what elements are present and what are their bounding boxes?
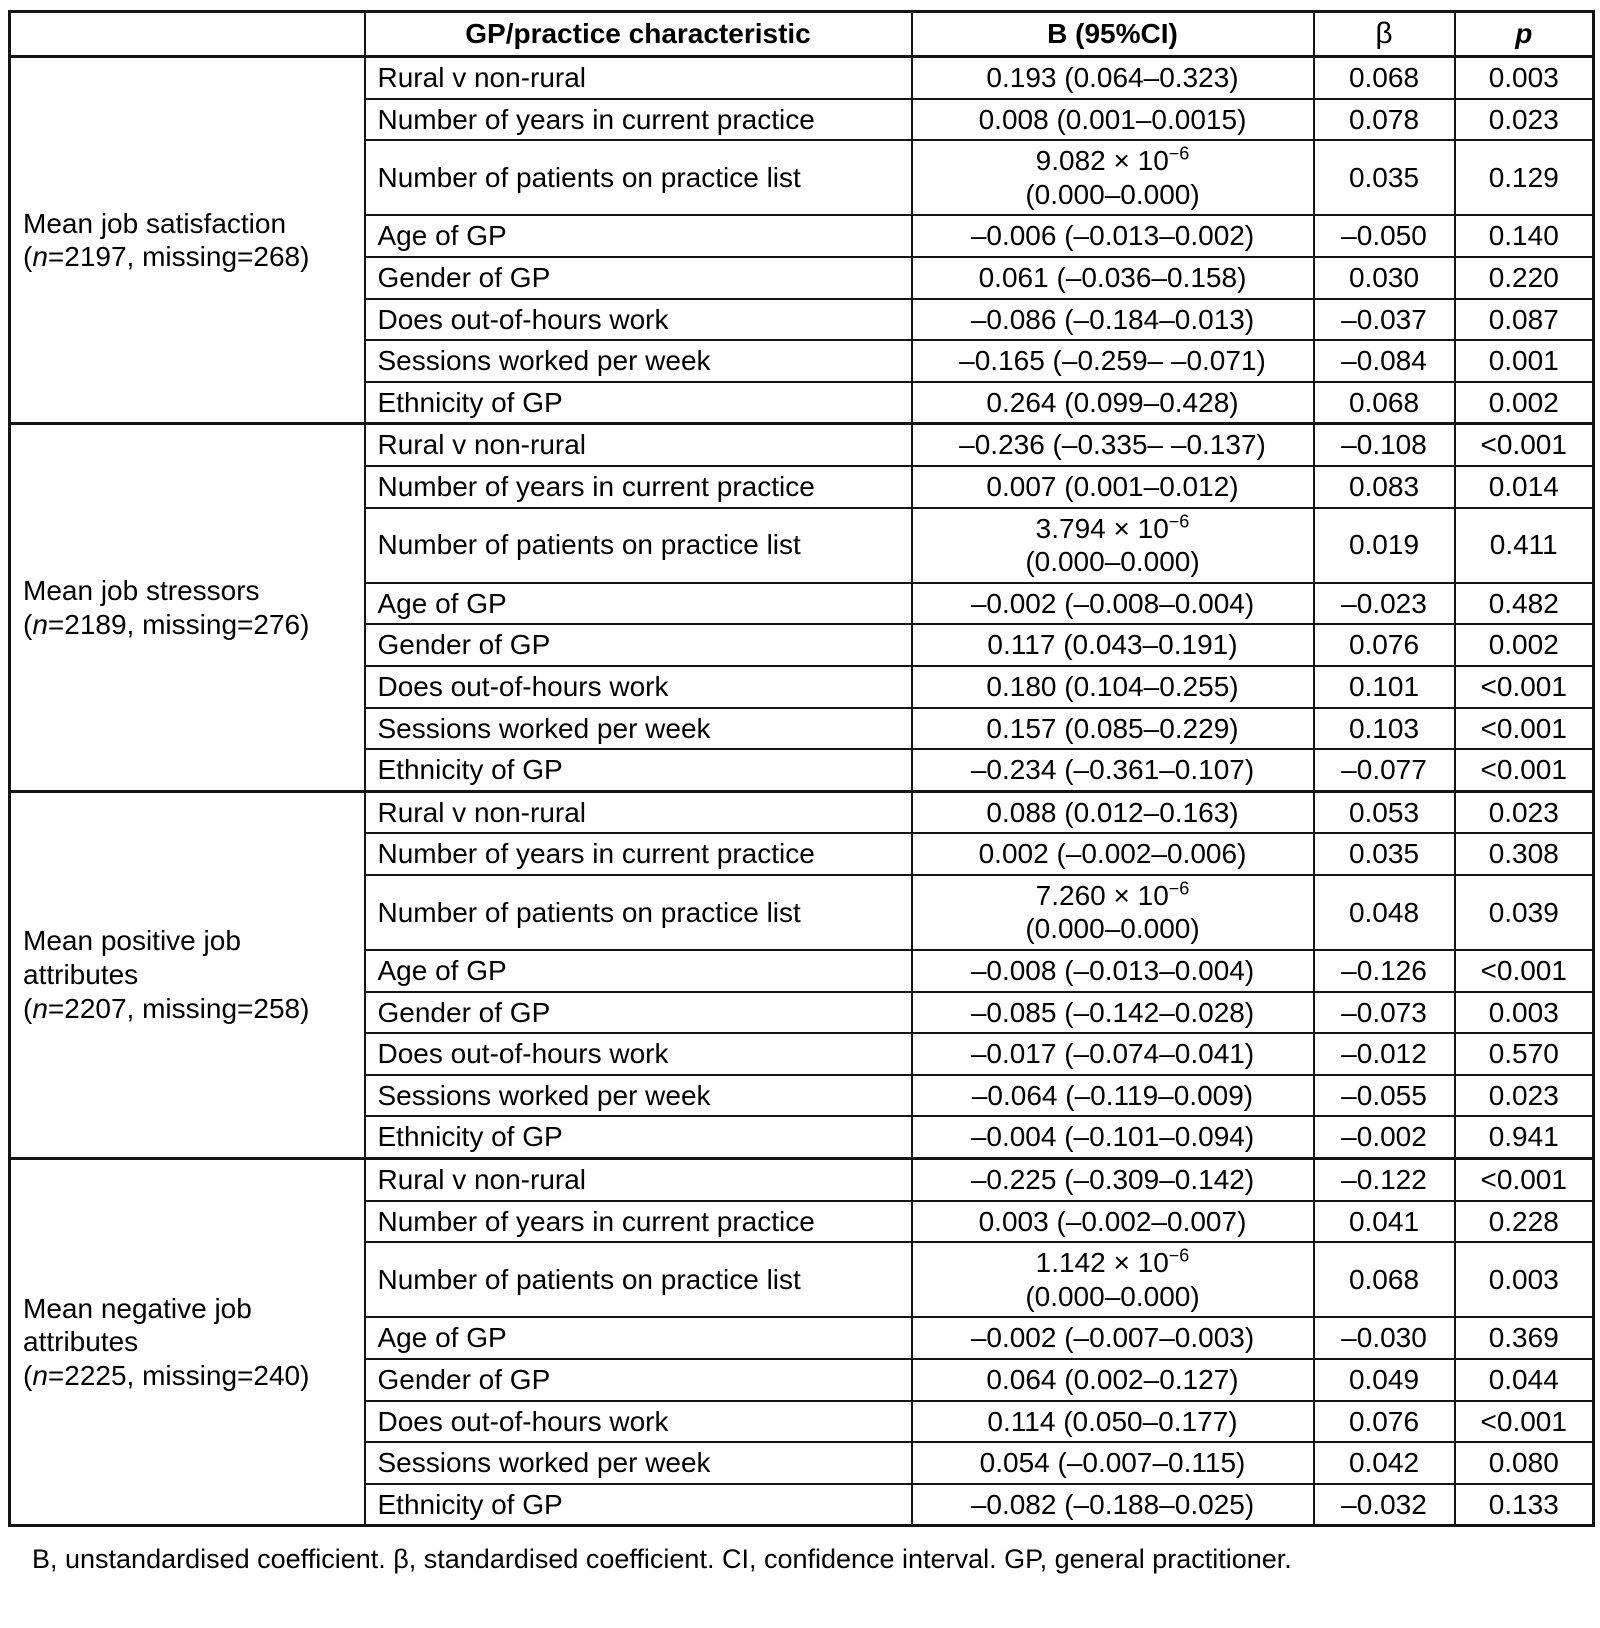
characteristic-cell: Number of patients on practice list <box>365 508 912 583</box>
p-value-cell: <0.001 <box>1455 666 1594 708</box>
characteristic-cell: Does out-of-hours work <box>365 1033 912 1075</box>
characteristic-cell: Age of GP <box>365 583 912 625</box>
p-value-cell: <0.001 <box>1455 424 1594 466</box>
beta-value-cell: 0.103 <box>1314 708 1455 750</box>
superscript-exponent: −6 <box>1168 511 1190 532</box>
beta-value-cell: –0.037 <box>1314 299 1455 341</box>
p-value-cell: 0.570 <box>1455 1033 1594 1075</box>
b-value-cell: 0.180 (0.104–0.255) <box>912 666 1314 708</box>
characteristic-cell: Does out-of-hours work <box>365 299 912 341</box>
characteristic-cell: Rural v non-rural <box>365 424 912 466</box>
p-value-cell: 0.941 <box>1455 1116 1594 1158</box>
b-value-cell: –0.008 (–0.013–0.004) <box>912 950 1314 992</box>
p-value-cell: 0.080 <box>1455 1442 1594 1484</box>
group-label-cell: Mean positive job attributes (n=2207, missing=258) <box>10 791 365 1158</box>
table-row <box>10 791 1594 833</box>
b-value-cell: –0.004 (–0.101–0.094) <box>912 1116 1314 1158</box>
beta-value-cell: –0.055 <box>1314 1075 1455 1117</box>
b-value-cell: 0.264 (0.099–0.428) <box>912 382 1314 424</box>
p-value-cell: 0.023 <box>1455 1075 1594 1117</box>
p-value-cell: 0.002 <box>1455 382 1594 424</box>
p-value-cell: 0.133 <box>1455 1484 1594 1526</box>
b-value-cell: –0.225 (–0.309–0.142) <box>912 1159 1314 1201</box>
p-value-cell: 0.411 <box>1455 508 1594 583</box>
p-value-cell: 0.220 <box>1455 257 1594 299</box>
beta-value-cell: 0.068 <box>1314 1242 1455 1317</box>
characteristic-cell: Age of GP <box>365 950 912 992</box>
p-value-cell: 0.023 <box>1455 791 1594 833</box>
superscript-exponent: −6 <box>1168 143 1190 164</box>
beta-value-cell: –0.023 <box>1314 583 1455 625</box>
beta-value-cell: –0.050 <box>1314 215 1455 257</box>
superscript-exponent: −6 <box>1168 1245 1190 1266</box>
group-label-cell: Mean job satisfaction (n=2197, missing=268) <box>10 57 365 424</box>
beta-value-cell: –0.084 <box>1314 340 1455 382</box>
beta-value-cell: –0.012 <box>1314 1033 1455 1075</box>
b-value-cell: 0.007 (0.001–0.012) <box>912 466 1314 508</box>
document-page <box>0 10 1600 1628</box>
p-value-cell: <0.001 <box>1455 950 1594 992</box>
beta-value-cell: 0.041 <box>1314 1201 1455 1243</box>
b-value-cell: $7.260 \times 10^{-6}$ (0.000–0.000) <box>912 875 1314 950</box>
b-value-cell: 0.157 (0.085–0.229) <box>912 708 1314 750</box>
header-b-95ci: B (95%CI) <box>912 12 1314 57</box>
beta-value-cell: 0.101 <box>1314 666 1455 708</box>
b-value-cell: –0.002 (–0.007–0.003) <box>912 1317 1314 1359</box>
characteristic-cell: Ethnicity of GP <box>365 1484 912 1526</box>
beta-value-cell: 0.053 <box>1314 791 1455 833</box>
beta-value-cell: 0.019 <box>1314 508 1455 583</box>
characteristic-cell: Sessions worked per week <box>365 340 912 382</box>
beta-value-cell: –0.002 <box>1314 1116 1455 1158</box>
group-label-cell: Mean job stressors (n=2189, missing=276) <box>10 424 365 791</box>
beta-value-cell: 0.068 <box>1314 57 1455 99</box>
group-sample-note: (n=2189, missing=276) <box>23 608 310 640</box>
beta-value-cell: –0.122 <box>1314 1159 1455 1201</box>
b-value-cell: 0.064 (0.002–0.127) <box>912 1359 1314 1401</box>
header-beta: β <box>1314 12 1455 57</box>
p-value-cell: 0.001 <box>1455 340 1594 382</box>
characteristic-cell: Ethnicity of GP <box>365 749 912 791</box>
table-body <box>10 57 1594 1526</box>
b-value-cell: $1.142 \times 10^{-6}$ (0.000–0.000) <box>912 1242 1314 1317</box>
characteristic-cell: Number of years in current practice <box>365 99 912 141</box>
beta-value-cell: 0.042 <box>1314 1442 1455 1484</box>
table-footnote: B, unstandardised coefficient. β, standardised coefficient. CI, confidence interval. GP, general practitioner. <box>32 1544 1292 1575</box>
p-value-cell: <0.001 <box>1455 749 1594 791</box>
b-value-cell: 0.002 (–0.002–0.006) <box>912 833 1314 875</box>
p-value-cell: <0.001 <box>1455 708 1594 750</box>
beta-value-cell: 0.083 <box>1314 466 1455 508</box>
p-value-cell: 0.023 <box>1455 99 1594 141</box>
table-row <box>10 1159 1594 1201</box>
beta-value-cell: –0.108 <box>1314 424 1455 466</box>
b-value-cell: –0.085 (–0.142–0.028) <box>912 992 1314 1034</box>
characteristic-cell: Sessions worked per week <box>365 1075 912 1117</box>
characteristic-cell: Age of GP <box>365 215 912 257</box>
b-value-cell: 0.054 (–0.007–0.115) <box>912 1442 1314 1484</box>
beta-value-cell: 0.076 <box>1314 624 1455 666</box>
header-row <box>10 12 1594 57</box>
b-value-cell: 0.088 (0.012–0.163) <box>912 791 1314 833</box>
regression-results-table <box>8 10 1595 1527</box>
header-gp-practice-characteristic: GP/practice characteristic <box>365 12 912 57</box>
b-value-cell: –0.086 (–0.184–0.013) <box>912 299 1314 341</box>
characteristic-cell: Rural v non-rural <box>365 791 912 833</box>
beta-value-cell: 0.078 <box>1314 99 1455 141</box>
beta-value-cell: –0.032 <box>1314 1484 1455 1526</box>
characteristic-cell: Ethnicity of GP <box>365 382 912 424</box>
p-value-cell: 0.228 <box>1455 1201 1594 1243</box>
characteristic-cell: Number of years in current practice <box>365 833 912 875</box>
b-value-cell: –0.165 (–0.259– –0.071) <box>912 340 1314 382</box>
characteristic-cell: Gender of GP <box>365 1359 912 1401</box>
characteristic-cell: Ethnicity of GP <box>365 1116 912 1158</box>
characteristic-cell: Rural v non-rural <box>365 1159 912 1201</box>
p-value-cell: 0.369 <box>1455 1317 1594 1359</box>
p-value-cell: 0.482 <box>1455 583 1594 625</box>
characteristic-cell: Does out-of-hours work <box>365 1401 912 1443</box>
group-sample-note: (n=2207, missing=258) <box>23 992 310 1024</box>
characteristic-cell: Number of patients on practice list <box>365 140 912 215</box>
characteristic-cell: Number of years in current practice <box>365 1201 912 1243</box>
b-value-cell: $9.082 \times 10^{-6}$ (0.000–0.000) <box>912 140 1314 215</box>
characteristic-cell: Age of GP <box>365 1317 912 1359</box>
p-value-cell: 0.014 <box>1455 466 1594 508</box>
beta-value-cell: –0.126 <box>1314 950 1455 992</box>
p-value-cell: 0.039 <box>1455 875 1594 950</box>
p-value-cell: 0.044 <box>1455 1359 1594 1401</box>
p-value-cell: 0.140 <box>1455 215 1594 257</box>
beta-value-cell: 0.035 <box>1314 833 1455 875</box>
b-value-cell: 0.193 (0.064–0.323) <box>912 57 1314 99</box>
b-value-cell: 0.114 (0.050–0.177) <box>912 1401 1314 1443</box>
characteristic-cell: Gender of GP <box>365 992 912 1034</box>
beta-value-cell: 0.035 <box>1314 140 1455 215</box>
table-row <box>10 57 1594 99</box>
b-value-cell: –0.006 (–0.013–0.002) <box>912 215 1314 257</box>
superscript-exponent: −6 <box>1168 878 1190 899</box>
p-value-cell: 0.087 <box>1455 299 1594 341</box>
characteristic-cell: Gender of GP <box>365 624 912 666</box>
b-value-cell: –0.002 (–0.008–0.004) <box>912 583 1314 625</box>
p-value-cell: 0.003 <box>1455 1242 1594 1317</box>
table-header <box>10 12 1594 57</box>
beta-value-cell: 0.048 <box>1314 875 1455 950</box>
characteristic-cell: Number of patients on practice list <box>365 1242 912 1317</box>
beta-value-cell: 0.030 <box>1314 257 1455 299</box>
characteristic-cell: Rural v non-rural <box>365 57 912 99</box>
beta-value-cell: 0.049 <box>1314 1359 1455 1401</box>
b-value-cell: –0.234 (–0.361–0.107) <box>912 749 1314 791</box>
group-sample-note: (n=2225, missing=240) <box>23 1360 310 1391</box>
b-value-cell: –0.017 (–0.074–0.041) <box>912 1033 1314 1075</box>
beta-value-cell: 0.076 <box>1314 1401 1455 1443</box>
characteristic-cell: Sessions worked per week <box>365 1442 912 1484</box>
characteristic-cell: Gender of GP <box>365 257 912 299</box>
p-value-cell: 0.003 <box>1455 992 1594 1034</box>
characteristic-cell: Number of patients on practice list <box>365 875 912 950</box>
header-p: p <box>1455 12 1594 57</box>
group-sample-note: (n=2197, missing=268) <box>23 241 310 273</box>
table-row <box>10 424 1594 466</box>
b-value-cell: 0.008 (0.001–0.0015) <box>912 99 1314 141</box>
beta-value-cell: 0.068 <box>1314 382 1455 424</box>
b-value-cell: $3.794 \times 10^{-6}$ (0.000–0.000) <box>912 508 1314 583</box>
beta-value-cell: –0.077 <box>1314 749 1455 791</box>
p-value-cell: 0.003 <box>1455 57 1594 99</box>
characteristic-cell: Number of years in current practice <box>365 466 912 508</box>
characteristic-cell: Sessions worked per week <box>365 708 912 750</box>
b-value-cell: 0.117 (0.043–0.191) <box>912 624 1314 666</box>
characteristic-cell: Does out-of-hours work <box>365 666 912 708</box>
p-value-cell: 0.002 <box>1455 624 1594 666</box>
beta-value-cell: –0.030 <box>1314 1317 1455 1359</box>
b-value-cell: –0.064 (–0.119–0.009) <box>912 1075 1314 1117</box>
p-value-cell: 0.308 <box>1455 833 1594 875</box>
p-value-cell: 0.129 <box>1455 140 1594 215</box>
beta-value-cell: –0.073 <box>1314 992 1455 1034</box>
b-value-cell: –0.236 (–0.335– –0.137) <box>912 424 1314 466</box>
b-value-cell: 0.061 (–0.036–0.158) <box>912 257 1314 299</box>
p-value-cell: <0.001 <box>1455 1159 1594 1201</box>
p-value-cell: <0.001 <box>1455 1401 1594 1443</box>
header-group-empty <box>10 12 365 57</box>
b-value-cell: 0.003 (–0.002–0.007) <box>912 1201 1314 1243</box>
group-label-cell: Mean negative job attributes (n=2225, missing=240) <box>10 1159 365 1526</box>
b-value-cell: –0.082 (–0.188–0.025) <box>912 1484 1314 1526</box>
